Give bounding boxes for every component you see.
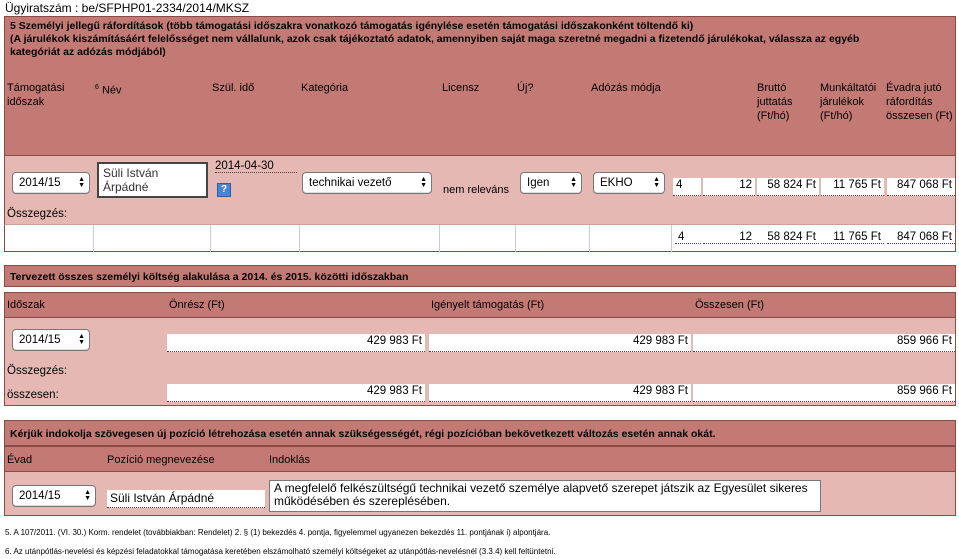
planned-data-row [4, 318, 956, 362]
col-license: Licensz [442, 82, 480, 94]
planned-col-own: Önrész (Ft) [169, 299, 225, 311]
section-5-column-headers [4, 74, 956, 156]
period-select-value: 2014/15 [19, 177, 61, 189]
planned-summary-row [4, 362, 956, 406]
select-arrows-icon: ▲ ▼ [78, 333, 85, 346]
employer-field[interactable]: 11 765 Ft [821, 178, 884, 196]
planned-requested-field[interactable]: 429 983 Ft [429, 334, 691, 352]
section-5-summary-label-row [4, 204, 956, 224]
reason-textarea[interactable]: A megfelelő felkészültségű technikai vezető személye alapvető szerepet játszik az Egyesület sikeres működésében és szereplésében. [269, 480, 821, 512]
new-select-value: Igen [527, 177, 550, 189]
category-select[interactable] [302, 172, 432, 194]
planned-summary-total: 859 966 Ft [693, 384, 955, 402]
select-arrows-icon: ▲ ▼ [420, 176, 427, 189]
planned-total-label: összesen: [7, 389, 59, 401]
months-b-field[interactable]: 12 [703, 178, 755, 196]
section-5-data-row [4, 156, 956, 204]
planned-heading-text: Tervezett összes személyi költség alakulása a 2014. és 2015. közötti időszakban [10, 271, 409, 283]
summary-gross: 58 824 Ft [757, 231, 819, 244]
col-period: Támogatási időszak [7, 82, 65, 108]
summary-divider [299, 225, 300, 252]
planned-summary-label: Összegzés: [7, 365, 68, 377]
planned-own-field[interactable]: 429 983 Ft [167, 334, 425, 352]
summary-divider [671, 225, 672, 252]
season-select-value: 2014/15 [19, 490, 61, 502]
footnote-6: 6. Az utánpótlás-nevelési és képzési feladatokkal támogatása keretében elszámolható személyi költségeket az utánpótlás-nevelésnél (3.3.4) kell feltüntetni. [5, 547, 556, 556]
col-birth: Szül. idő [212, 82, 255, 94]
summary-employer: 11 765 Ft [821, 231, 884, 244]
page-title: Ügyiratszám : be/SFPHP01-2334/2014/MKSZ [5, 1, 250, 15]
season-select[interactable] [12, 485, 96, 507]
summary-divider [439, 225, 440, 252]
justify-data-row [4, 472, 956, 516]
section-5-summary-label: Összegzés: [7, 208, 68, 220]
planned-col-total: Összesen (Ft) [695, 299, 765, 311]
summary-divider [210, 225, 211, 252]
justify-col-position: Pozíció megnevezése [107, 454, 215, 466]
birth-date-field[interactable]: 2014-04-30 [215, 160, 297, 173]
planned-col-period: Időszak [7, 299, 45, 311]
summary-months-a: 4 [675, 231, 701, 244]
select-arrows-icon: ▲ ▼ [78, 176, 85, 189]
col-annual: Évadra jutó ráfordítás összesen (Ft) [886, 82, 953, 122]
col-category: Kategória [301, 82, 349, 94]
planned-heading [4, 265, 956, 287]
section-5-heading-line1: 5 Személyi jellegű ráfordítások (több támogatási időszakra vonatkozó támogatás igénylése esetén támogatási időszakonként töltendő ki) [10, 20, 694, 32]
justify-heading [4, 420, 956, 446]
license-value: nem releváns [443, 184, 510, 196]
col-tax: Adózás módja [591, 82, 661, 94]
annual-field[interactable]: 847 068 Ft [887, 178, 955, 196]
new-select[interactable] [520, 172, 582, 194]
summary-divider [515, 225, 516, 252]
justify-column-headers [4, 446, 956, 472]
justify-col-reason: Indoklás [269, 454, 310, 466]
position-field[interactable]: Süli István Árpádné [107, 490, 265, 508]
name-input-value: Süli István Árpádné [103, 166, 159, 194]
justify-col-season: Évad [7, 454, 33, 466]
section-5-heading-line3: kategóriát az adózás módjából) [10, 46, 166, 58]
planned-total-field[interactable]: 859 966 Ft [693, 334, 955, 352]
footnote-5: 5. A 107/2011. (VI. 30.) Korm. rendelet (továbbiakban: Rendelet) 2. § (1) bekezdés 4. pontja, figyelemmel ugyanezen bekezdés 11. pontjának i) alpontjára. [5, 528, 551, 537]
category-select-value: technikai vezető [309, 177, 392, 189]
gross-field[interactable]: 58 824 Ft [757, 178, 819, 196]
months-a-field[interactable]: 4 [673, 178, 701, 196]
col-name [95, 81, 122, 98]
summary-divider [589, 225, 590, 252]
help-icon[interactable]: ? [217, 183, 231, 197]
planned-column-headers [4, 292, 956, 318]
select-arrows-icon: ▲ ▼ [653, 176, 660, 189]
select-arrows-icon: ▲ ▼ [570, 176, 577, 189]
section-5-summary-row [4, 224, 956, 252]
planned-summary-own: 429 983 Ft [167, 384, 425, 402]
planned-summary-requested: 429 983 Ft [429, 384, 691, 402]
name-input[interactable] [97, 162, 208, 198]
select-arrows-icon: ▲ ▼ [84, 489, 91, 502]
summary-annual: 847 068 Ft [887, 231, 955, 244]
col-name-label: Név [101, 84, 122, 97]
planned-period-select[interactable] [12, 329, 90, 351]
col-name-footnote: 6 [95, 84, 99, 91]
planned-col-requested: Igényelt támogatás (Ft) [431, 299, 545, 311]
section-5-heading-line2: (A járulékok kiszámításáért felelősséget nem vállalunk, azok csak tájékoztató adatok, amennyiben saját maga szeretné megadni a fizetendő járulékokat, válassza az egyéb [10, 33, 860, 45]
summary-months-b: 12 [703, 231, 755, 244]
tax-select[interactable] [593, 172, 665, 194]
period-select[interactable] [12, 172, 90, 194]
col-employer: Munkáltatói járulékok (Ft/hó) [820, 82, 877, 122]
col-new: Új? [517, 82, 534, 94]
col-gross: Bruttó juttatás (Ft/hó) [757, 82, 793, 122]
tax-select-value: EKHO [600, 177, 633, 189]
justify-heading-text: Kérjük indokolja szövegesen új pozíció létrehozása esetén annak szükségességét, régi pozícióban bekövetkezett változás esetén annak okát. [10, 428, 716, 440]
planned-period-value: 2014/15 [19, 334, 61, 346]
section-5-heading [4, 16, 956, 74]
summary-divider [93, 225, 94, 252]
